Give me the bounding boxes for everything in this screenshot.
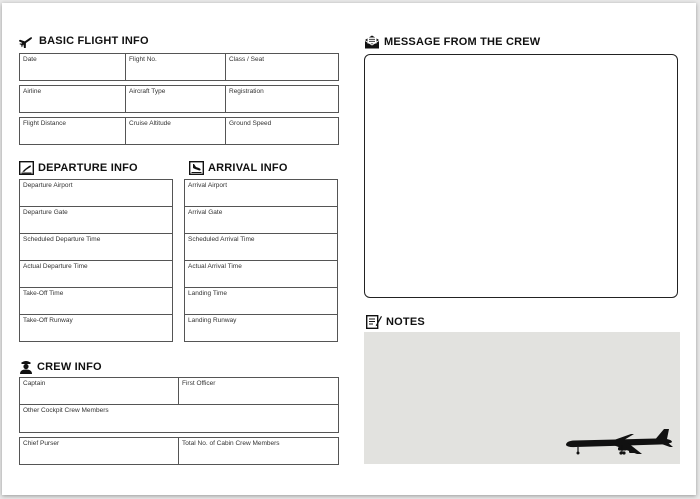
departure-info-heading — [19, 161, 138, 175]
scheduled-departure-time-field[interactable]: Scheduled Departure Time — [20, 234, 173, 261]
captain-field[interactable]: Captain — [20, 378, 179, 405]
notes-area[interactable] — [364, 332, 680, 464]
departure-info-table — [19, 179, 173, 342]
take-off-time-field[interactable]: Take-Off Time — [20, 288, 173, 315]
notes-title: NOTES — [386, 315, 425, 328]
actual-arrival-time-field[interactable]: Actual Arrival Time — [185, 261, 338, 288]
flight-distance-field[interactable]: Flight Distance — [20, 118, 126, 145]
other-cockpit-crew-field[interactable]: Other Cockpit Crew Members — [20, 405, 339, 433]
arrival-info-table — [184, 179, 338, 342]
arrival-airport-field[interactable]: Arrival Airport — [185, 180, 338, 207]
departure-gate-field[interactable]: Departure Gate — [20, 207, 173, 234]
departure-icon — [19, 161, 34, 175]
flight-no-field[interactable]: Flight No. — [126, 54, 226, 81]
basic-flight-info-table-3 — [19, 117, 339, 145]
arrival-icon — [189, 161, 204, 175]
aircraft-type-field[interactable]: Aircraft Type — [126, 86, 226, 113]
registration-field[interactable]: Registration — [226, 86, 339, 113]
crew-info-table — [19, 377, 339, 433]
flight-log-page — [2, 3, 696, 495]
basic-flight-info-title: BASIC FLIGHT INFO — [39, 35, 149, 47]
airliner-silhouette-icon — [564, 426, 676, 458]
crew-info-heading — [19, 359, 102, 374]
cabin-crew-count-field[interactable]: Total No. of Cabin Crew Members — [179, 438, 339, 465]
first-officer-field[interactable]: First Officer — [179, 378, 339, 405]
arrival-gate-field[interactable]: Arrival Gate — [185, 207, 338, 234]
notepad-icon — [366, 314, 382, 329]
scheduled-arrival-time-field[interactable]: Scheduled Arrival Time — [185, 234, 338, 261]
class-seat-field[interactable]: Class / Seat — [226, 54, 339, 81]
notes-heading — [366, 314, 425, 329]
ground-speed-field[interactable]: Ground Speed — [226, 118, 339, 145]
cruise-altitude-field[interactable]: Cruise Altitude — [126, 118, 226, 145]
departure-airport-field[interactable]: Departure Airport — [20, 180, 173, 207]
landing-time-field[interactable]: Landing Time — [185, 288, 338, 315]
cabin-crew-table — [19, 437, 339, 465]
basic-flight-info-table-2 — [19, 85, 339, 113]
message-heading — [364, 35, 540, 49]
airline-field[interactable]: Airline — [20, 86, 126, 113]
actual-departure-time-field[interactable]: Actual Departure Time — [20, 261, 173, 288]
pilot-icon — [19, 359, 33, 374]
basic-flight-info-table — [19, 53, 339, 81]
plane-icon — [19, 34, 35, 48]
arrival-info-heading — [189, 161, 288, 175]
departure-info-title: DEPARTURE INFO — [38, 162, 138, 174]
message-title: MESSAGE FROM THE CREW — [384, 36, 541, 48]
date-field[interactable]: Date — [20, 54, 126, 81]
arrival-info-title: ARRIVAL INFO — [208, 162, 288, 174]
crew-info-title: CREW INFO — [37, 360, 102, 373]
message-box[interactable] — [364, 54, 678, 298]
landing-runway-field[interactable]: Landing Runway — [185, 315, 338, 342]
chief-purser-field[interactable]: Chief Purser — [20, 438, 179, 465]
basic-flight-info-heading — [19, 34, 149, 48]
take-off-runway-field[interactable]: Take-Off Runway — [20, 315, 173, 342]
envelope-icon — [364, 35, 380, 49]
